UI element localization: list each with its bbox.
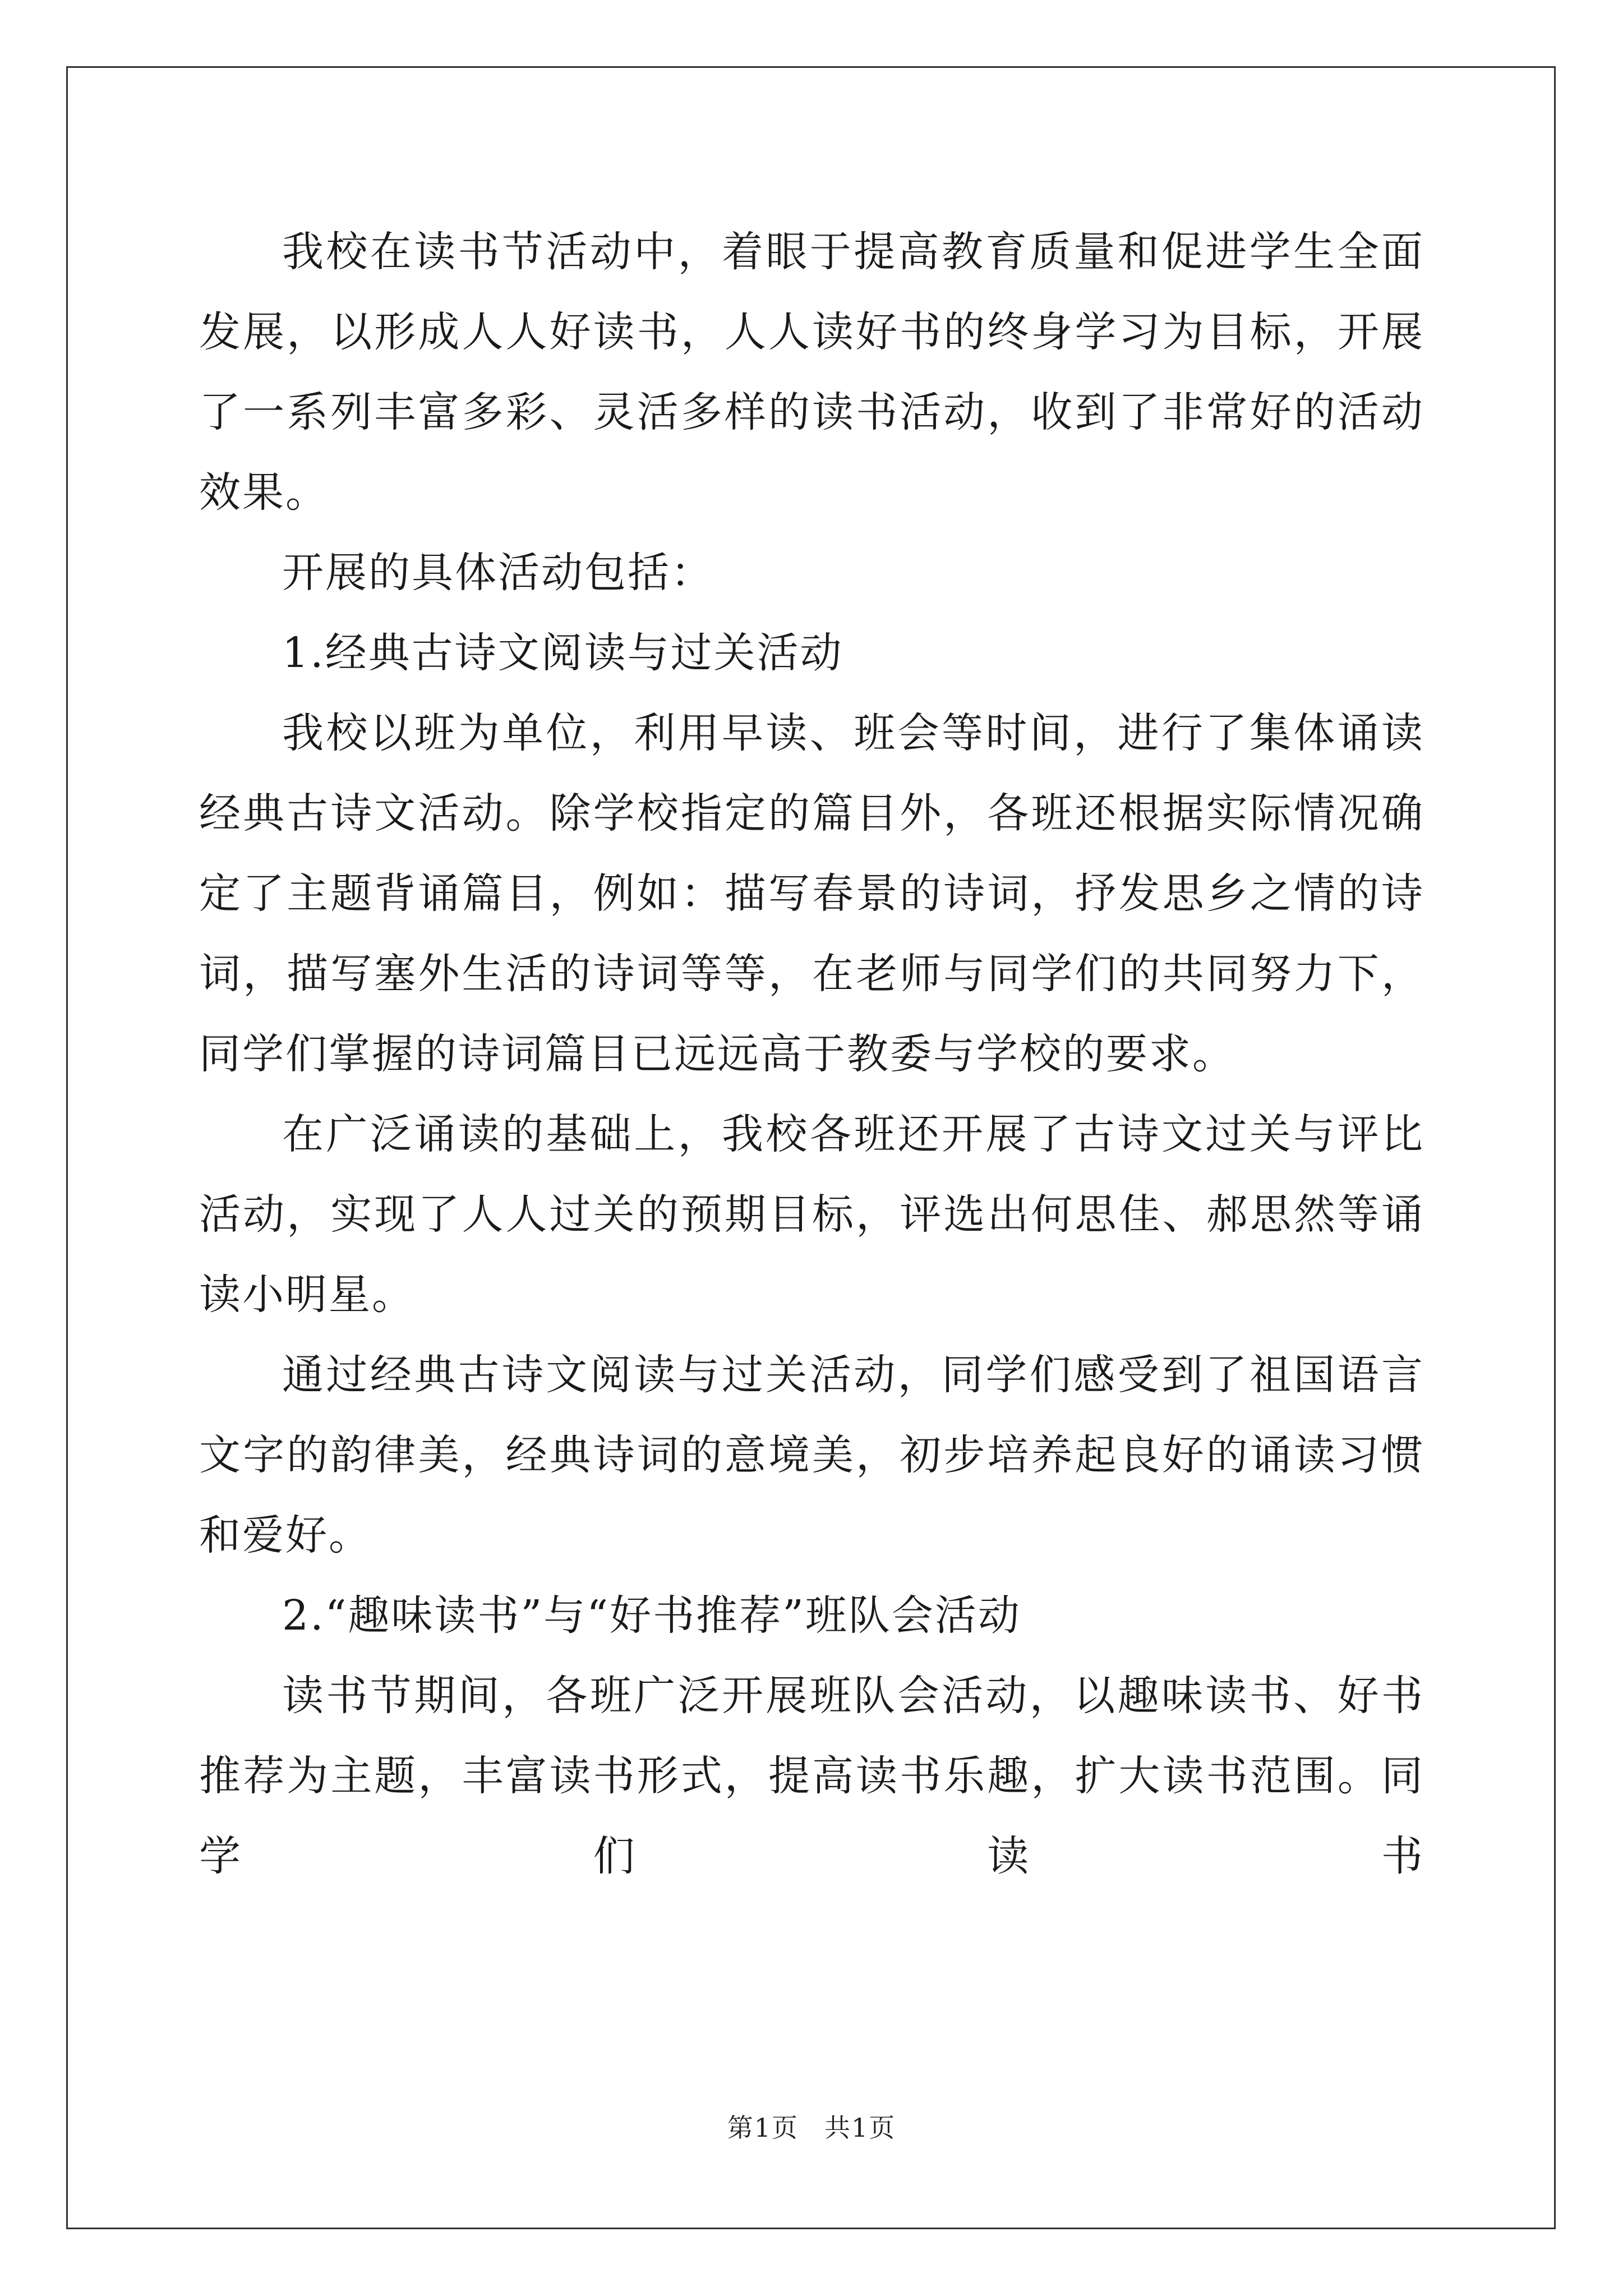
page-total: 共1页 xyxy=(824,2113,896,2143)
paragraph-evaluation: 在广泛诵读的基础上，我校各班还开展了古诗文过关与评比活动，实现了人人过关的预期目标，评选出何思佳、郝思然等诵读小明星。 xyxy=(199,1110,1424,1319)
document-body xyxy=(199,212,1424,1897)
section-heading-1: 1.经典古诗文阅读与过关活动 xyxy=(282,629,843,677)
paragraph-class-meetings: 读书节期间，各班广泛开展班队会活动，以趣味读书、好书推荐为主题，丰富读书形式，提高读书乐趣，扩大读书范围。同学们读书 xyxy=(199,1672,1424,1880)
page-number: 第1页 xyxy=(727,2113,799,2143)
section-heading-2: 2.“趣味读书”与“好书推荐”班队会活动 xyxy=(282,1591,1021,1640)
paragraph-activities-lead: 开展的具体活动包括： xyxy=(282,549,714,597)
paragraph-outcome: 通过经典古诗文阅读与过关活动，同学们感受到了祖国语言文字的韵律美，经典诗词的意境美，初步培养起良好的诵读习惯和爱好。 xyxy=(199,1351,1424,1559)
page-footer xyxy=(0,2111,1623,2145)
paragraph-intro: 我校在读书节活动中，着眼于提高教育质量和促进学生全面发展，以形成人人好读书，人人读好书的终身学习为目标，开展了一系列丰富多彩、灵活多样的读书活动，收到了非常好的活动效果。 xyxy=(199,228,1424,517)
paragraph-recitation: 我校以班为单位，利用早读、班会等时间，进行了集体诵读经典古诗文活动。除学校指定的篇目外，各班还根据实际情况确定了主题背诵篇目，例如：描写春景的诗词，抒发思乡之情的诗词，描写塞外生活的诗词等等，在老师与同学们的共同努力下，同学们掌握的诗词篇目已远远高于教委与学校的要求。 xyxy=(199,709,1424,1078)
